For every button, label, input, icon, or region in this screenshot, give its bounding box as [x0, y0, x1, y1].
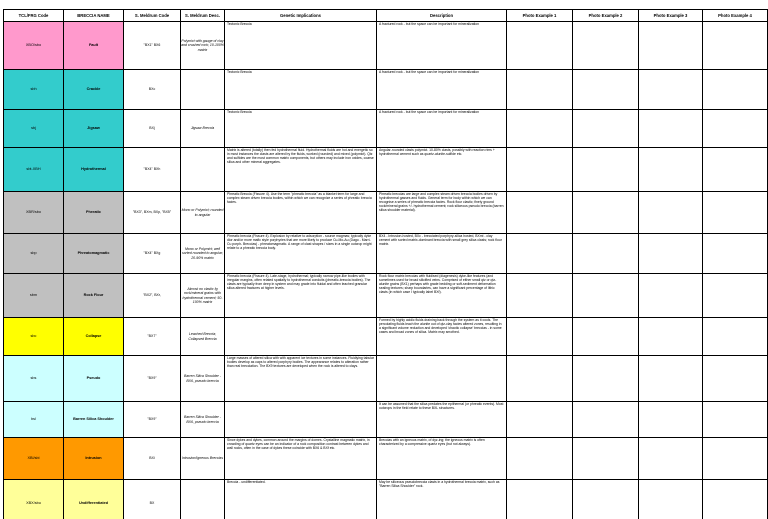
row-description — [377, 356, 507, 402]
photo-cell-1 — [507, 234, 573, 274]
row-description: Rock flour matrix breccias with fluidised (diagenesis) dyke-like features (and sometimes used for broad silicified veins. Comprised of either small qtz or qtz-alunite grains (BX1) perhaps with grade bedding or soft-sediment deformation sealing textures; sharp boundaries, can have a significant percentage of lithic clasts (in which case I typically label BXf). — [377, 274, 507, 318]
table-row — [4, 480, 768, 519]
row-meldrum-desc — [181, 148, 225, 192]
row-breccia-name: Undifferentiated — [64, 480, 124, 519]
photo-cell-4 — [703, 22, 768, 70]
row-meldrum-desc: Intrusion/Igneous Breccias — [181, 438, 225, 480]
photo-cell-2 — [573, 402, 639, 438]
row-breccia-name: Jigsaw — [64, 110, 124, 148]
photo-cell-1 — [507, 110, 573, 148]
photo-cell-4 — [703, 402, 768, 438]
photo-cell-2 — [573, 110, 639, 148]
photo-cell-3 — [639, 192, 703, 234]
row-meldrum-code: BXj — [124, 110, 181, 148]
photo-cell-1 — [507, 148, 573, 192]
table-row — [4, 110, 768, 148]
photo-cell-2 — [573, 274, 639, 318]
row-code: sbh — [4, 70, 64, 110]
row-breccia-name: Crackle — [64, 70, 124, 110]
photo-cell-4 — [703, 356, 768, 402]
photo-cell-4 — [703, 274, 768, 318]
photo-cell-4 — [703, 480, 768, 519]
row-genetic-implications: Since dykes and dykes, common around the margins of domes. Crystalline magmatic matrix, in crowding of quartz eyes can be an indicator of a rock composition contrast between dykes and wall rocks, often in the case of dykes these coincide with BX6 & BXf etc. — [225, 438, 377, 480]
row-code: XBX/sbu — [4, 480, 64, 519]
table-row — [4, 402, 768, 438]
row-breccia-name: Phreatic — [64, 192, 124, 234]
row-meldrum-desc: Barren Silica Shoulder - BX6, pseudo breccia — [181, 356, 225, 402]
row-genetic-implications — [225, 318, 377, 356]
row-meldrum-desc — [181, 480, 225, 519]
table-body — [4, 22, 768, 519]
row-breccia-name: Barren Silica Shoulder — [64, 402, 124, 438]
row-breccia-name: Rock Flour — [64, 274, 124, 318]
photo-cell-4 — [703, 70, 768, 110]
row-breccia-name: Phreatomagmatic — [64, 234, 124, 274]
row-code: XBR/sbo — [4, 192, 64, 234]
photo-cell-1 — [507, 438, 573, 480]
header-name: BRECCIA NAME — [64, 10, 124, 22]
row-genetic-implications — [225, 402, 377, 438]
row-meldrum-desc: Mono or Polymict; well sorted rounded to angular; 20-90% matrix — [181, 234, 225, 274]
row-breccia-name: Fault — [64, 22, 124, 70]
row-code: sbp — [4, 234, 64, 274]
row-meldrum-code: "BX4" BXh — [124, 148, 181, 192]
row-description: A fractured rock - but the space can be important for mineralization — [377, 22, 507, 70]
row-meldrum-desc: Barren Silica Shoulder - BX6, pseudo breccia — [181, 402, 225, 438]
header-photo-4: Photo Example 4 — [703, 10, 768, 22]
row-meldrum-code: "BX9" — [124, 356, 181, 402]
table-row — [4, 70, 768, 110]
photo-cell-4 — [703, 148, 768, 192]
row-genetic-implications: Tectonic Breccia — [225, 70, 377, 110]
row-description: BX4 - Intrusion-hosted, BXc - brecciated porphyry-silica hosted, BXmi - clay cement with sorted matrix-dominant breccia with small grey silica clasts; rock flour matrix. — [377, 234, 507, 274]
table-row — [4, 192, 768, 234]
photo-cell-3 — [639, 70, 703, 110]
photo-cell-2 — [573, 234, 639, 274]
row-code: sbc — [4, 318, 64, 356]
photo-cell-3 — [639, 148, 703, 192]
header-photo-1: Photo Example 1 — [507, 10, 573, 22]
photo-cell-4 — [703, 192, 768, 234]
row-code: XBO/sbo — [4, 22, 64, 70]
photo-cell-2 — [573, 356, 639, 402]
row-meldrum-code: "BX4" BXg — [124, 234, 181, 274]
photo-cell-3 — [639, 318, 703, 356]
row-meldrum-code: "BX3", BXm, BXp, "BX5" — [124, 192, 181, 234]
photo-cell-2 — [573, 70, 639, 110]
row-code: sbs — [4, 356, 64, 402]
row-genetic-implications: Breccia - undifferentiated. — [225, 480, 377, 519]
photo-cell-3 — [639, 356, 703, 402]
photo-cell-1 — [507, 70, 573, 110]
row-meldrum-desc: Polymict with gauge of clay and crushed rock; 10-100% matrix — [181, 22, 225, 70]
photo-cell-3 — [639, 438, 703, 480]
photo-cell-3 — [639, 402, 703, 438]
row-code: XBI/sbi — [4, 438, 64, 480]
photo-cell-2 — [573, 22, 639, 70]
row-description: A fractured rock - but the space can be important for mineralization — [377, 110, 507, 148]
photo-cell-3 — [639, 274, 703, 318]
row-meldrum-desc — [181, 70, 225, 110]
photo-cell-2 — [573, 438, 639, 480]
table-row — [4, 274, 768, 318]
breccia-classification-table — [3, 9, 768, 519]
photo-cell-1 — [507, 22, 573, 70]
photo-cell-1 — [507, 480, 573, 519]
row-description: Phreatic breccias are large and complex steam driven breccia bodies driven by hydrothermal gasses and fluids. General term for body within which we can recognise a series of phreatic breccia facies. Rock flour clastic; finely ground rock/mineral grains +/- hydrothermal cement; rock siliceous pseudo breccia (barren silica shoulder material). — [377, 192, 507, 234]
photo-cell-2 — [573, 318, 639, 356]
row-code: sbj — [4, 110, 64, 148]
row-meldrum-code: "BX9" — [124, 402, 181, 438]
header-photo-2: Photo Example 2 — [573, 10, 639, 22]
row-code: sbt-XBH — [4, 148, 64, 192]
row-meldrum-desc: Almost no clastic fg rock/mineral grains with hydrothermal cement; 50-100% matrix — [181, 274, 225, 318]
photo-cell-2 — [573, 192, 639, 234]
row-genetic-implications: Phreatic breccia (Fissure 4). Explosion by relative to adsorption - source magmas; typically dyke dior and/or more mafic style porphyries that are more likely to produce Cu-Mo-Au (Dago - Marri- Cu porph- Breccias) - phreatomagmatic. A range of clast shapes / sizes in a single outcrop might relate to a phreatic breccia body. — [225, 234, 377, 274]
row-meldrum-code: BXc — [124, 70, 181, 110]
table-row — [4, 438, 768, 480]
row-description: May be siliceous pseudobreccia clasts in a hydrothermal breccia matrix, such as "Barren Silica Shoulder" rock. — [377, 480, 507, 519]
header-code: TCL/FRG Code — [4, 10, 64, 22]
row-meldrum-desc: Leached Breccia; Collapsed Breccia — [181, 318, 225, 356]
header-row — [4, 10, 768, 22]
photo-cell-4 — [703, 110, 768, 148]
photo-cell-4 — [703, 318, 768, 356]
header-meldrum-code: S. Meldrum Code — [124, 10, 181, 22]
row-breccia-name: Pseudo — [64, 356, 124, 402]
header-photo-3: Photo Example 3 — [639, 10, 703, 22]
table-row — [4, 234, 768, 274]
row-meldrum-code: "BX7" — [124, 318, 181, 356]
photo-cell-1 — [507, 402, 573, 438]
row-code: bsl — [4, 402, 64, 438]
table-row — [4, 318, 768, 356]
row-description: It can be assumed that the silica predates the epithermal (or phreatic events). Most outcrops in the field relate to these BXL structures. — [377, 402, 507, 438]
row-genetic-implications: Tectonic Breccia — [225, 110, 377, 148]
row-meldrum-code: "BX1" BX6 — [124, 22, 181, 70]
row-meldrum-code: "BX2", BXr, — [124, 274, 181, 318]
photo-cell-4 — [703, 234, 768, 274]
table-row — [4, 356, 768, 402]
photo-cell-1 — [507, 274, 573, 318]
row-description: A fractured rock - but the space can be important for mineralization — [377, 70, 507, 110]
photo-cell-2 — [573, 148, 639, 192]
photo-cell-1 — [507, 356, 573, 402]
row-meldrum-desc: Mono or Polymict; rounded to angular — [181, 192, 225, 234]
row-description: Angular-rounded clasts polymict. 10-80% clasts, possibly with reaction rims + hydrothermal cement such as quartz-alunite-sulfide etc. — [377, 148, 507, 192]
photo-cell-1 — [507, 192, 573, 234]
row-breccia-name: Intrusion — [64, 438, 124, 480]
photo-cell-3 — [639, 234, 703, 274]
header-meldrum-desc: S. Meldrum Desc. — [181, 10, 225, 22]
row-breccia-name: Collapse — [64, 318, 124, 356]
photo-cell-4 — [703, 438, 768, 480]
row-breccia-name: Hydrothermal — [64, 148, 124, 192]
photo-cell-3 — [639, 110, 703, 148]
row-description: Breccias with an igneous matrix, of dyz-ing; the igneous matrix is often characterized by a compressive quartz eyes (but not always). — [377, 438, 507, 480]
row-meldrum-desc: Jigsaw Breccia — [181, 110, 225, 148]
row-genetic-implications: Tectonic Breccia — [225, 22, 377, 70]
row-genetic-implications: Large masses of altered silica with with apparent ice textures in some instances. Fluidiying tabular bodies develop as caps to altered porphyry bodies. The appearance relates to alteration rather than real brecciation. The BX9 textures are developed when the rock is altered to clays. — [225, 356, 377, 402]
row-description: Formed by highly acidic fluids draining back through the system as it cools. The percolating fluids leach the alunite out of qtz-clay facies altered zones, resulting in a significant volume reduction and developed 'chaotic collapse' breccias - in some cases and broad zones of silica. Matrix may smothed. — [377, 318, 507, 356]
photo-cell-3 — [639, 480, 703, 519]
photo-cell-1 — [507, 318, 573, 356]
header-description: Description — [377, 10, 507, 22]
row-genetic-implications: Matrix is altered (totally) then fed hydrothermal fluid. Hydrothermal fluids are hot and energetic so in most instances the clasts are altered by the fluids, worked (rounded) and mixed (polymict). Qtz and sulfides are the most common matrix components, but others may include iron oxides, coarse silica and other mineral aggregates. — [225, 148, 377, 192]
row-meldrum-code: BXi — [124, 438, 181, 480]
table-row — [4, 22, 768, 70]
row-genetic-implications: Phreatic breccia (Fissure 4). Late-stage, hydrothermal; typically narrow pipe-like bodies with irregular margins, often related spatially to hydrothermal conduits (phreatic-breccia bodies). The clasts are typically from deep in system and may grade into fluidal and often leached granular silica altered fractures at higher levels. — [225, 274, 377, 318]
header-genetic: Genetic Implications — [225, 10, 377, 22]
row-meldrum-code: BX — [124, 480, 181, 519]
row-genetic-implications: Phreatic Breccia (Fissure 4). Use the term "phreatic breccia" as a blanket term for large and complex steam driven breccia bodies, within which we can recognize a series of phreatic breccia facies. — [225, 192, 377, 234]
photo-cell-3 — [639, 22, 703, 70]
photo-cell-2 — [573, 480, 639, 519]
table-row — [4, 148, 768, 192]
row-code: sbm — [4, 274, 64, 318]
